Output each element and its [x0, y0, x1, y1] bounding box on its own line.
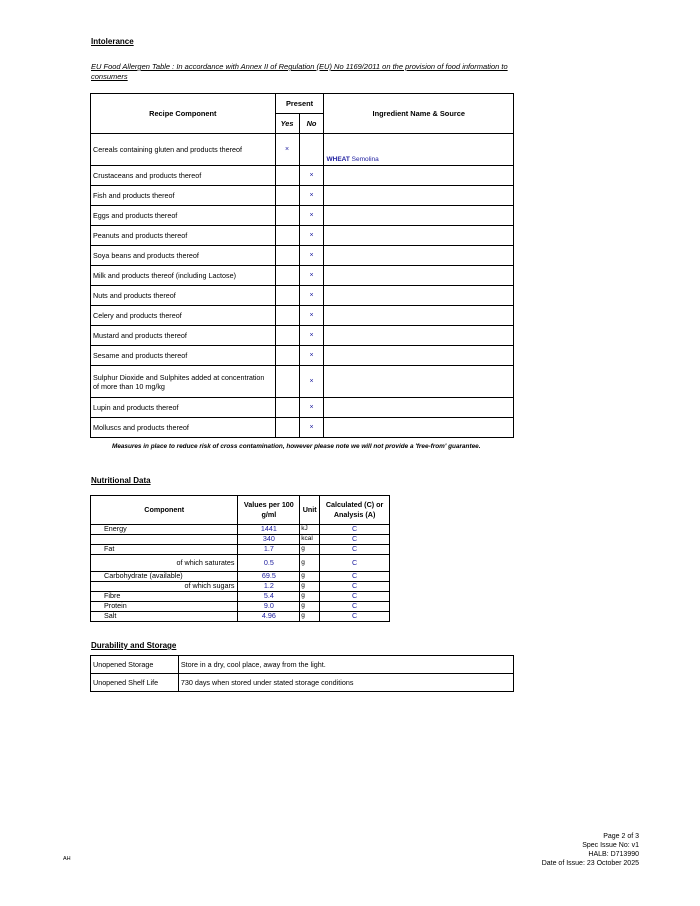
nutrition-value: 69.5	[238, 572, 300, 582]
nutrition-value: 340	[238, 535, 300, 545]
storage-row	[91, 674, 514, 692]
allergen-ingredient-source	[324, 346, 514, 366]
nutrition-row	[91, 582, 390, 592]
allergen-component: Peanuts and products thereof	[91, 226, 276, 246]
nutrition-calc-method: C	[320, 535, 390, 545]
nutrition-calc-method: C	[320, 602, 390, 612]
allergen-row	[91, 398, 514, 418]
nutrition-unit: g	[300, 592, 320, 602]
allergen-ingredient-source	[324, 398, 514, 418]
nutrition-unit: g	[300, 582, 320, 592]
subtitle-line-2: consumers	[91, 72, 128, 81]
nutrition-component: Fibre	[91, 592, 238, 602]
allergen-no-mark: ×	[299, 266, 324, 286]
nutrition-row	[91, 545, 390, 555]
allergen-no-mark: ×	[299, 418, 324, 438]
nutrition-heading: Nutritional Data	[91, 476, 151, 485]
nutrition-value: 4.96	[238, 612, 300, 622]
allergen-ingredient-source	[324, 166, 514, 186]
nutrition-value: 1441	[238, 525, 300, 535]
nutrition-value: 0.5	[238, 555, 300, 572]
allergen-row	[91, 366, 514, 398]
allergen-yes-mark	[275, 246, 299, 266]
allergen-row	[91, 418, 514, 438]
allergen-yes-mark	[275, 166, 299, 186]
allergen-row	[91, 306, 514, 326]
nutrition-calc-method: C	[320, 592, 390, 602]
allergen-yes-mark	[275, 346, 299, 366]
allergen-row	[91, 206, 514, 226]
allergen-row	[91, 266, 514, 286]
allergen-ingredient-source	[324, 246, 514, 266]
nutrition-value: 5.4	[238, 592, 300, 602]
header-values-per-100	[238, 496, 300, 525]
allergen-component: Crustaceans and products thereof	[91, 166, 276, 186]
allergen-ingredient-source	[324, 366, 514, 398]
nutrition-value: 1.2	[238, 582, 300, 592]
allergen-yes-mark	[275, 186, 299, 206]
allergen-no-mark: ×	[299, 186, 324, 206]
allergen-no-mark: ×	[299, 166, 324, 186]
nutrition-table	[90, 495, 390, 622]
allergen-yes-mark	[275, 206, 299, 226]
header-values-line-1: Values per 100	[243, 500, 294, 509]
nutrition-calc-method: C	[320, 582, 390, 592]
nutrition-unit: kcal	[300, 535, 320, 545]
nutrition-calc-method: C	[320, 612, 390, 622]
nutrition-row	[91, 555, 390, 572]
allergen-yes-mark	[275, 326, 299, 346]
allergen-table	[90, 93, 514, 438]
allergen-row	[91, 346, 514, 366]
header-present: Present	[275, 94, 324, 114]
nutrition-component	[91, 535, 238, 545]
allergen-ingredient-source	[324, 186, 514, 206]
header-ingredient-source: Ingredient Name & Source	[324, 94, 514, 134]
nutrition-component: Protein	[91, 602, 238, 612]
storage-value: 730 days when stored under stated storage conditions	[178, 674, 513, 692]
nutrition-unit: g	[300, 545, 320, 555]
header-component: Component	[91, 496, 238, 525]
allergen-component: Sesame and products thereof	[91, 346, 276, 366]
allergen-no-mark: ×	[299, 346, 324, 366]
allergen-ingredient-source	[324, 326, 514, 346]
allergen-no-mark: ×	[299, 398, 324, 418]
allergen-component: Mustard and products thereof	[91, 326, 276, 346]
allergen-ingredient-source	[324, 226, 514, 246]
header-values-line-2: g/ml	[261, 510, 277, 519]
allergen-component: Eggs and products thereof	[91, 206, 276, 226]
allergen-yes-mark: ×	[275, 134, 299, 166]
nutrition-component: of which sugars	[91, 582, 238, 592]
nutrition-row	[91, 572, 390, 582]
header-calc-line-2: Analysis (A)	[333, 510, 376, 519]
ingredient-name: Semolina	[349, 156, 379, 163]
header-calc-line-1: Calculated (C) or	[325, 500, 384, 509]
nutrition-unit: g	[300, 612, 320, 622]
nutrition-row	[91, 592, 390, 602]
allergen-row	[91, 286, 514, 306]
allergen-ingredient-source	[324, 286, 514, 306]
nutrition-calc-method: C	[320, 555, 390, 572]
allergen-no-mark	[299, 134, 324, 166]
nutrition-row	[91, 612, 390, 622]
footer-spec-issue: Spec Issue No: v1	[582, 842, 639, 849]
cross-contamination-note: Measures in place to reduce risk of cross contamination, however please note we will not provide a 'free-from' guarantee.	[112, 443, 481, 450]
nutrition-component: Fat	[91, 545, 238, 555]
allergen-component: Sulphur Dioxide and Sulphites added at concentration of more than 10 mg/kg	[91, 366, 276, 398]
header-unit: Unit	[300, 496, 320, 525]
nutrition-component: Energy	[91, 525, 238, 535]
allergen-yes-mark	[275, 306, 299, 326]
storage-table-body	[91, 656, 514, 692]
allergen-no-mark: ×	[299, 366, 324, 398]
allergen-ingredient-source	[324, 266, 514, 286]
storage-label: Unopened Shelf Life	[91, 674, 179, 692]
nutrition-component: of which saturates	[91, 555, 238, 572]
allergen-component: Cereals containing gluten and products thereof	[91, 134, 276, 166]
nutrition-row	[91, 535, 390, 545]
allergen-no-mark: ×	[299, 286, 324, 306]
intolerance-heading: Intolerance	[91, 37, 134, 46]
allergen-table-body	[91, 134, 514, 438]
allergen-ingredient-source	[324, 134, 514, 166]
nutrition-value: 1.7	[238, 545, 300, 555]
allergen-no-mark: ×	[299, 306, 324, 326]
nutrition-component: Carbohydrate (available)	[91, 572, 238, 582]
footer-code: HALB: D713990	[588, 851, 639, 858]
allergen-ingredient-source	[324, 418, 514, 438]
allergen-yes-mark	[275, 226, 299, 246]
footer-initials: AH	[63, 856, 71, 862]
nutrition-unit: g	[300, 602, 320, 612]
allergen-row	[91, 226, 514, 246]
page-footer	[439, 832, 639, 868]
nutrition-component: Salt	[91, 612, 238, 622]
allergen-yes-mark	[275, 286, 299, 306]
subtitle-line-1: EU Food Allergen Table : In accordance with Annex II of Regulation (EU) No 1169/2011 on the provision of food information to	[91, 62, 508, 71]
allergen-no-mark: ×	[299, 326, 324, 346]
storage-table	[90, 655, 514, 692]
nutrition-value: 9.0	[238, 602, 300, 612]
allergen-no-mark: ×	[299, 206, 324, 226]
header-yes: Yes	[275, 114, 299, 134]
allergen-no-mark: ×	[299, 226, 324, 246]
storage-heading: Durability and Storage	[91, 641, 177, 650]
allergen-yes-mark	[275, 398, 299, 418]
footer-page-number: Page 2 of 3	[603, 833, 639, 840]
allergen-ingredient-source	[324, 306, 514, 326]
allergen-row	[91, 246, 514, 266]
storage-label: Unopened Storage	[91, 656, 179, 674]
header-calculated-analysis	[320, 496, 390, 525]
allergen-no-mark: ×	[299, 246, 324, 266]
nutrition-unit: kJ	[300, 525, 320, 535]
header-no: No	[299, 114, 324, 134]
allergen-row	[91, 134, 514, 166]
header-recipe-component: Recipe Component	[91, 94, 276, 134]
nutrition-calc-method: C	[320, 525, 390, 535]
nutrition-row	[91, 602, 390, 612]
allergen-component: Fish and products thereof	[91, 186, 276, 206]
allergen-component: Lupin and products thereof	[91, 398, 276, 418]
allergen-row	[91, 186, 514, 206]
ingredient-allergen-name: WHEAT	[326, 156, 350, 163]
allergen-component: Nuts and products thereof	[91, 286, 276, 306]
storage-value: Store in a dry, cool place, away from the light.	[178, 656, 513, 674]
allergen-yes-mark	[275, 366, 299, 398]
allergen-row	[91, 166, 514, 186]
allergen-component: Celery and products thereof	[91, 306, 276, 326]
allergen-table-subtitle	[91, 62, 511, 82]
nutrition-calc-method: C	[320, 572, 390, 582]
allergen-yes-mark	[275, 266, 299, 286]
footer-date-of-issue: Date of Issue: 23 October 2025	[541, 860, 639, 867]
nutrition-unit: g	[300, 555, 320, 572]
nutrition-unit: g	[300, 572, 320, 582]
allergen-component: Milk and products thereof (including Lactose)	[91, 266, 276, 286]
allergen-row	[91, 326, 514, 346]
allergen-yes-mark	[275, 418, 299, 438]
allergen-ingredient-source	[324, 206, 514, 226]
allergen-component: Molluscs and products thereof	[91, 418, 276, 438]
allergen-component: Soya beans and products thereof	[91, 246, 276, 266]
nutrition-calc-method: C	[320, 545, 390, 555]
nutrition-row	[91, 525, 390, 535]
nutrition-table-body	[91, 525, 390, 622]
storage-row	[91, 656, 514, 674]
